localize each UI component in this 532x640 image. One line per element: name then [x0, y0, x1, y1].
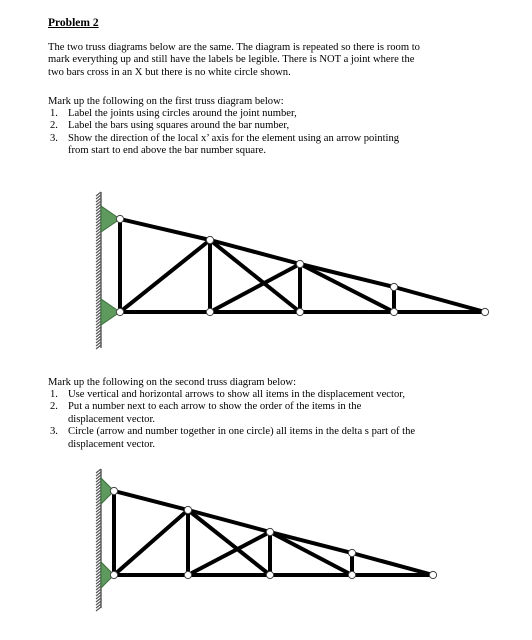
truss-joint [184, 506, 191, 513]
item-text: displacement vector. [68, 438, 156, 450]
intro-line: The two truss diagrams below are the same. The diagram is repeated so there is room to [48, 42, 420, 53]
item-text: Label the bars using squares around the bar number, [68, 120, 290, 132]
item-number: 1. [50, 108, 58, 119]
truss-joint [348, 549, 355, 556]
item-number: 3. [50, 132, 58, 144]
section2-lead: Mark up the following on the second truss diagram below: [48, 377, 297, 388]
item-text: Circle (arrow and number together in one circle) all items in the delta s part of the [68, 426, 416, 438]
problem-heading: Problem 2 [48, 17, 99, 29]
truss-bar [270, 532, 352, 575]
wall [96, 469, 101, 611]
item-text: displacement vector. [68, 413, 156, 425]
item-number: 3. [50, 426, 58, 438]
item-number: 2. [50, 401, 58, 413]
truss-bar [270, 532, 352, 553]
item-text: Show the direction of the local x’ axis for the element using an arrow pointing [68, 132, 400, 144]
item-text: Put a number next to each arrow to show the order of the items in the [68, 401, 362, 413]
item-text: Use vertical and horizontal arrows to show all items in the displacement vector, [68, 389, 406, 400]
truss-bar [188, 532, 270, 575]
truss-joint [184, 571, 191, 578]
truss-joint [110, 487, 117, 494]
item-text: Label the joints using circles around the joint number, [68, 108, 297, 119]
truss-bar [114, 510, 188, 575]
truss-joint [266, 528, 273, 535]
truss-bar [352, 553, 433, 575]
item-number: 1. [50, 389, 58, 400]
truss-joint [429, 571, 436, 578]
item-text: from start to end above the bar number square. [68, 145, 266, 157]
truss-joint [266, 571, 273, 578]
truss-joint [348, 571, 355, 578]
truss-joint [110, 571, 117, 578]
section1-lead: Mark up the following on the first truss diagram below: [48, 96, 284, 107]
item-number: 2. [50, 120, 58, 132]
truss-bar [114, 491, 188, 510]
intro-line: two bars cross in an X but there is no white circle shown. [48, 66, 291, 78]
intro-line: mark everything up and still have the labels be legible. There is NOT a joint where the [48, 54, 415, 66]
